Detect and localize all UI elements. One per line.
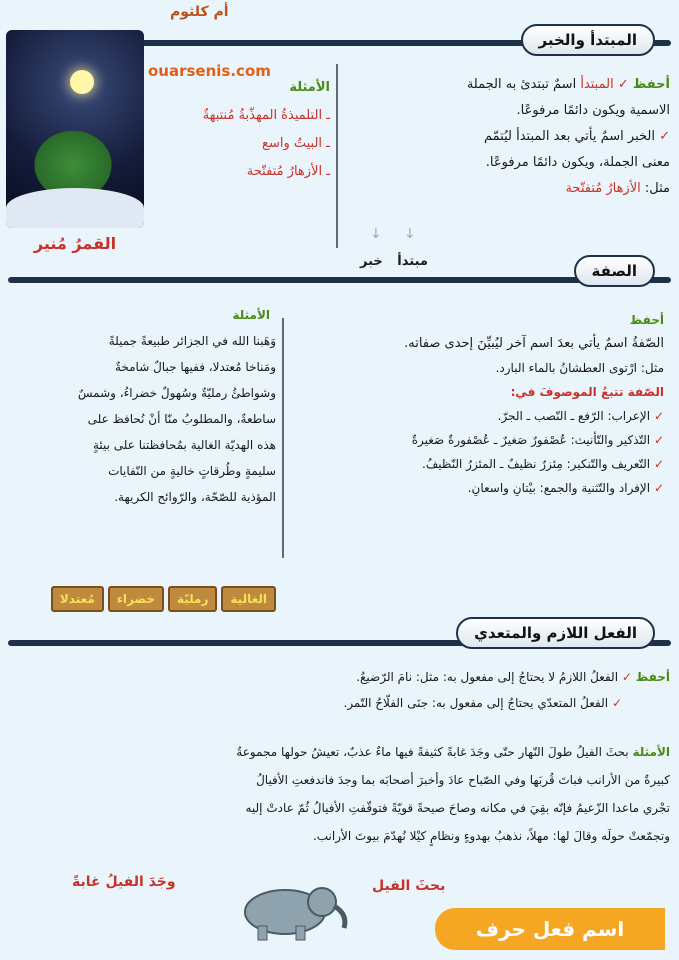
tag-item: رمليّة [168,586,217,612]
section3-rules: أحفظ ✓ الفعلُ اللازمُ لا يحتاجُ إلى مفعول به: مثل: نامَ الرّضيعُ. ✓ الفعلُ المتعدّي يحتاجُ إلى مفعول به: جنَى الفلّاحُ التّمر. [343,670,670,710]
elephant-icon [230,880,350,942]
picture-caption: القمرُ مُنير [33,234,117,253]
section1-rules: أحفظ ✓ المبتدأ اسمٌ تبتدئ به الجملة الاسمية ويكون دائمًا مرفوعًا. ✓ الخبر اسمٌ يأتي بعد المبتدأ ليُتمّم معنى الجملة، ويكون دائمًا مرفوعًا. مثل: الأزهارُ مُتفتّحة [466,77,670,196]
author-label: أم كلثوم [170,4,229,20]
caption-left: وجَدَ الفيلُ غابةً [72,874,176,890]
section2-rules: أحفظ الصّفةُ اسمٌ يأتي بعدَ اسم آخر ليُبيِّنَ إحدى صفاته. مثل: ارْتوى العطشانُ بالماء البارد. الصّفة تتبعُ الموصوفَ في: ✓ الإعراب: الرّفع ـ النّصب ـ الجرّ. ✓ التّذكير والتّأنيث: عُصْفورٌ صَغيرٌ ـ عُصْفورةٌ صَغيرةٌ ✓ التّعريف والتّنكير: مِئزرٌ نظيفٌ ـ المئزرُ النّظيفُ. ✓ الإفراد والتّثنية والجمع: بيْتانِ واسعانِ. [404,313,664,495]
night-picture [6,30,144,228]
caption-right: بحثَ الفيل [372,878,446,894]
section2-examples: الأمثلة وَهَبنا الله في الجزائر طبيعةً جميلةً ومَناخا مُعتدلا، ففيها جبالٌ شامخةٌ وشواطئُ رمليّةٌ وسُهولٌ خضراءُ، وشمسٌ ساطعةٌ، والمطلوبُ منّا أنْ نُحافظ على هذه الهديّة الغالية بمُحافظتنا على بيئةٍ سليمةٍ وطُرقاتٍ خاليةٍ من النّفايات المؤذية للصّحّة، والرّوائح الكريهة. [77,308,276,504]
mubtada-label: مبتدأ [397,254,428,269]
word-types-banner: اسم فعل حرف [435,908,665,950]
section3-title: الفعل اللازم والمتعدي [456,617,655,649]
section1-examples: الأمثلة ـ التلميذةُ المهذّبةُ مُنتبهةٌ ـ البيتُ واسع ـ الأزهارُ مُتفتّحة [202,80,330,179]
tag-item: الغالية [221,586,276,612]
tags-row [14,586,276,612]
tag-item: مُعتدلا [51,586,104,612]
section2-title: الصفة [574,255,655,287]
section1-title: المبتدأ والخبر [521,24,655,56]
moon-icon [70,70,94,94]
khabar-label: خبر [360,254,383,269]
site-label: ouarsenis.com [148,62,271,80]
section3-examples: الأمثلة بحثَ الفيلُ طولَ النّهار حتّى وجَدَ غابةً كثيفةً فيها ماءٌ عذبٌ، تعيشُ حولها مجموعةٌ كبيرةٌ من الأرانب فباتَ قُربَها وفي الصّباح عادَ وأخبرَ أصحابَه بما وجدَ فاندفعتِ الأفيالُ تجْري ماعدا الزّعيمُ فإنّه بقِيَ في مكانه وصاحَ صيحةً قويّةً فتوقّفتِ الأفيالُ ثُمّ عادتْ إليه وتجمّعتْ حولَه وقالَ لها: مهلاً، نذهبُ بهدوءٍ ونظامٍ كيْلا نُهدّمَ بيوتَ الأرانب. [236,745,670,843]
section-bar [8,277,671,283]
tag-item: خضراء [108,586,164,612]
